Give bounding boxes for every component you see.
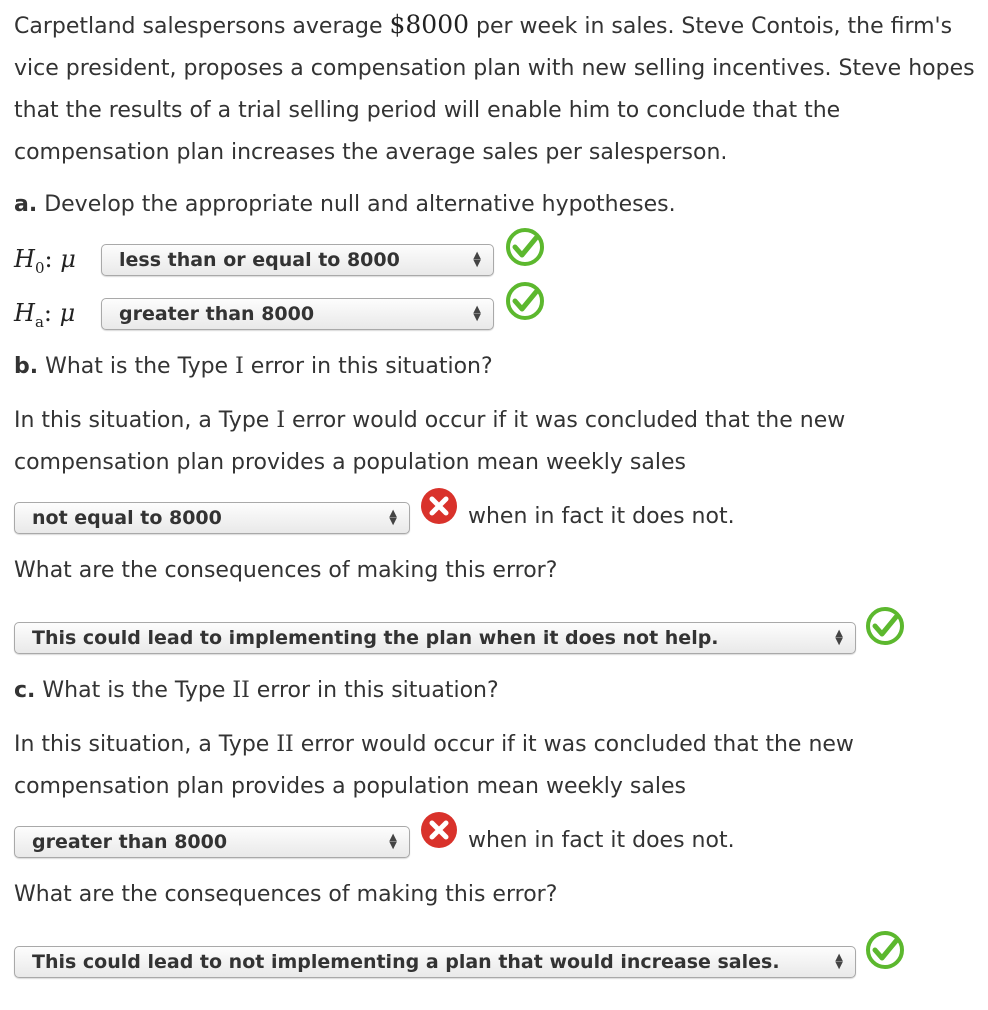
part-a-question: a. Develop the appropriate null and alternative hypotheses. <box>14 192 676 217</box>
correct-check-icon <box>865 930 905 970</box>
part-c-consequence-question: What are the consequences of making this error? <box>14 882 558 907</box>
type1-select[interactable]: not equal to 8000 ▲ ▼ <box>14 502 410 534</box>
ha-label: $H_a$: μ <box>14 299 76 331</box>
type2-consequence-select[interactable]: This could lead to not implementing a plan that would increase sales. ▲ ▼ <box>14 946 856 978</box>
problem-statement: Carpetland salespersons average $8000 per week in sales. Steve Contois, the firm's vice president, proposes a compensation plan with new selling incentives. Steve hopes that the results of a trial selling period will enable him to conclude that the compensation plan increases the average sales per salesperson. <box>14 10 975 165</box>
ha-select[interactable]: greater than 8000 ▲ ▼ <box>101 298 494 330</box>
select-arrows-icon: ▲ ▼ <box>835 952 843 971</box>
h0-row <box>14 244 102 278</box>
type2-select[interactable]: greater than 8000 ▲ ▼ <box>14 826 410 858</box>
part-b-question: b. What is the Type I error in this situation? <box>14 354 493 379</box>
h0-select[interactable]: less than or equal to 8000 ▲ ▼ <box>101 244 494 276</box>
part-c-question: c. What is the Type II error in this situation? <box>14 678 499 703</box>
select-arrows-icon: ▲ ▼ <box>835 628 843 647</box>
part-b-consequence-question: What are the consequences of making this error? <box>14 558 558 583</box>
type1-after-text: when in fact it does not. <box>468 504 735 529</box>
h0-label: $H_0$: μ <box>14 245 76 277</box>
part-b-statement: In this situation, a Type I error would occur if it was concluded that the new compensation plan provides a population mean weekly sales <box>14 408 846 475</box>
part-c-statement: In this situation, a Type II error would occur if it was concluded that the new compensation plan provides a population mean weekly sales <box>14 732 854 799</box>
select-arrows-icon: ▲ ▼ <box>389 832 397 851</box>
select-arrows-icon: ▲ ▼ <box>389 508 397 527</box>
correct-check-icon <box>505 281 545 321</box>
type1-consequence-select[interactable]: This could lead to implementing the plan when it does not help. ▲ ▼ <box>14 622 856 654</box>
incorrect-x-icon <box>419 810 459 850</box>
correct-check-icon <box>865 606 905 646</box>
ha-row <box>14 298 102 332</box>
amount: $8000 <box>389 10 470 39</box>
correct-check-icon <box>505 227 545 267</box>
type2-after-text: when in fact it does not. <box>468 828 735 853</box>
incorrect-x-icon <box>419 486 459 526</box>
select-arrows-icon: ▲ ▼ <box>473 250 481 269</box>
select-arrows-icon: ▲ ▼ <box>473 304 481 323</box>
